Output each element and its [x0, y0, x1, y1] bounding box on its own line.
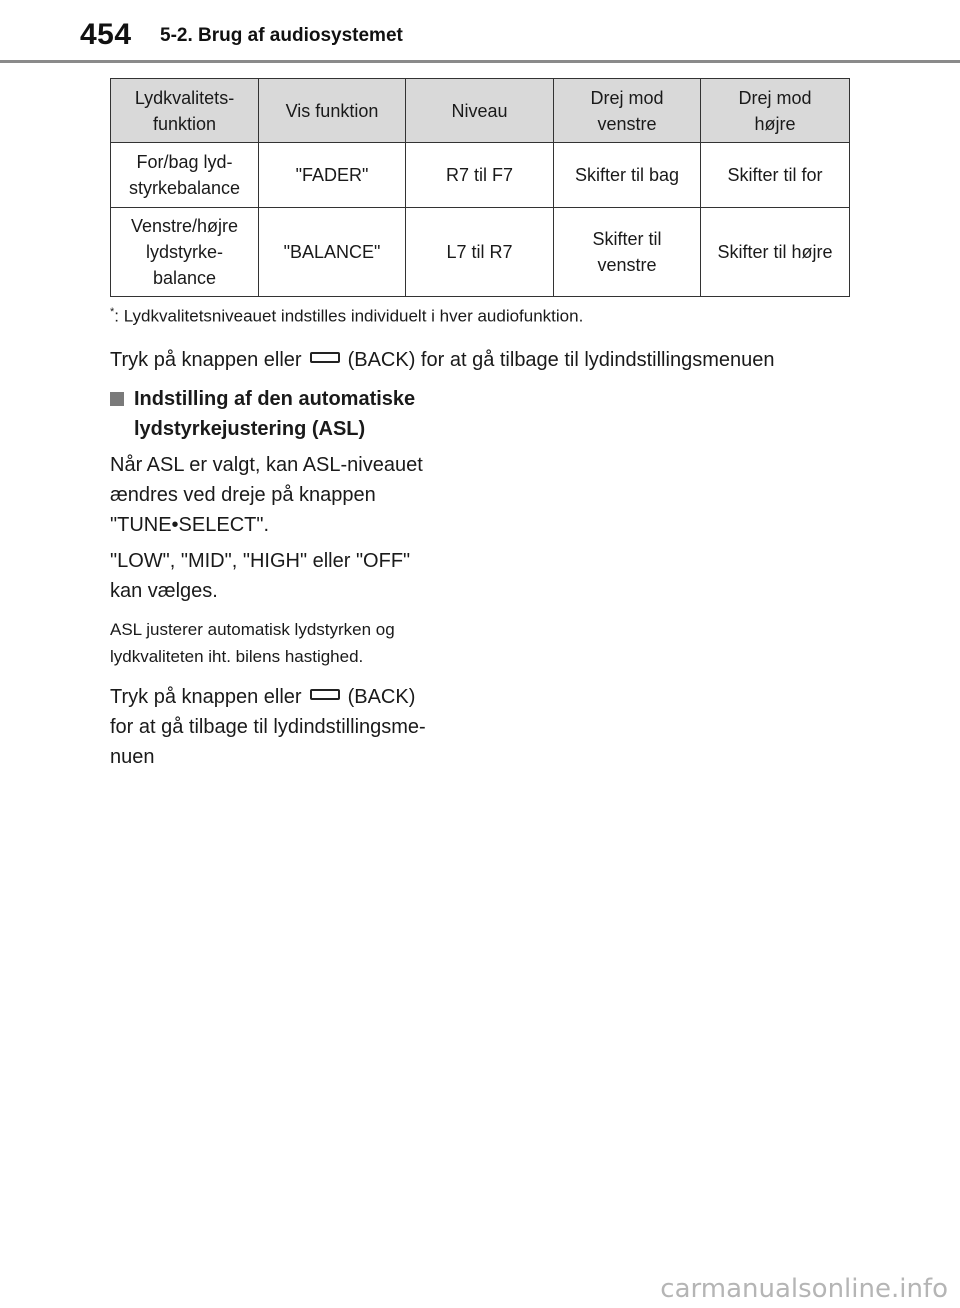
para-line: "TUNE•SELECT". — [110, 514, 270, 536]
note-line: lydkvaliteten iht. bilens hastighed. — [110, 647, 364, 666]
table-cell: "BALANCE" — [259, 208, 406, 297]
header-cell-display: Vis funktion — [259, 79, 406, 143]
para-line: ændres ved dreje på knappen — [110, 484, 376, 506]
para-line: kan vælges. — [110, 580, 218, 602]
square-bullet-icon — [110, 392, 124, 406]
heading-line: lydstyrkejustering (ASL) — [134, 418, 366, 440]
header-divider — [0, 60, 960, 63]
table-cell: L7 til R7 — [406, 208, 554, 297]
table-cell: "FADER" — [259, 143, 406, 208]
table-footnote — [110, 306, 583, 327]
para-text: Tryk på knappen eller — [110, 686, 302, 708]
asl-section-heading — [110, 384, 415, 444]
header-cell-function: Lydkvalitets- funktion — [111, 79, 259, 143]
back-button-icon — [310, 352, 340, 363]
table-cell: Skifter til højre — [701, 208, 850, 297]
para-line: nuen — [110, 746, 155, 768]
header-cell-turn-right: Drej mod højre — [701, 79, 850, 143]
header-cell-turn-left: Drej mod venstre — [554, 79, 701, 143]
heading-line: Indstilling af den automatiske — [134, 388, 416, 410]
footnote-marker: * — [110, 306, 115, 318]
table-cell: Skifter til venstre — [554, 208, 701, 297]
para-line: "LOW", "MID", "HIGH" eller "OFF" — [110, 550, 411, 572]
asl-note — [110, 616, 395, 670]
para-text: Tryk på knappen eller — [110, 349, 302, 371]
table-cell: Skifter til bag — [554, 143, 701, 208]
table-row — [111, 208, 850, 297]
table-cell: Skifter til for — [701, 143, 850, 208]
section-title: 5-2. Brug af audiosystemet — [160, 25, 403, 46]
asl-options-paragraph — [110, 546, 410, 606]
page-number: 454 — [80, 18, 132, 51]
table-header-row — [111, 79, 850, 143]
note-line: ASL justerer automatisk lydstyrken og — [110, 620, 395, 639]
table-cell: Venstre/højre lydstyrke- balance — [111, 208, 259, 297]
asl-description-paragraph — [110, 450, 423, 540]
para-line: for at gå tilbage til lydindstillingsme- — [110, 716, 426, 738]
page-header — [0, 0, 960, 62]
para-text: (BACK) — [347, 686, 416, 708]
back-button-icon — [310, 689, 340, 700]
sound-quality-table — [110, 78, 850, 297]
table-row — [111, 143, 850, 208]
table-cell: For/bag lyd- styrkebalance — [111, 143, 259, 208]
site-watermark: carmanualsonline.info — [660, 1274, 948, 1304]
header-cell-level: Niveau — [406, 79, 554, 143]
para-text: (BACK) for at gå tilbage til lydindstillingsmenuen — [347, 349, 775, 371]
back-instruction-paragraph-2 — [110, 682, 426, 772]
table-cell: R7 til F7 — [406, 143, 554, 208]
footnote-text: : Lydkvalitetsniveauet indstilles individuelt i hver audiofunktion. — [114, 306, 584, 326]
back-instruction-paragraph — [110, 345, 870, 375]
para-line: Når ASL er valgt, kan ASL-niveauet — [110, 454, 423, 476]
